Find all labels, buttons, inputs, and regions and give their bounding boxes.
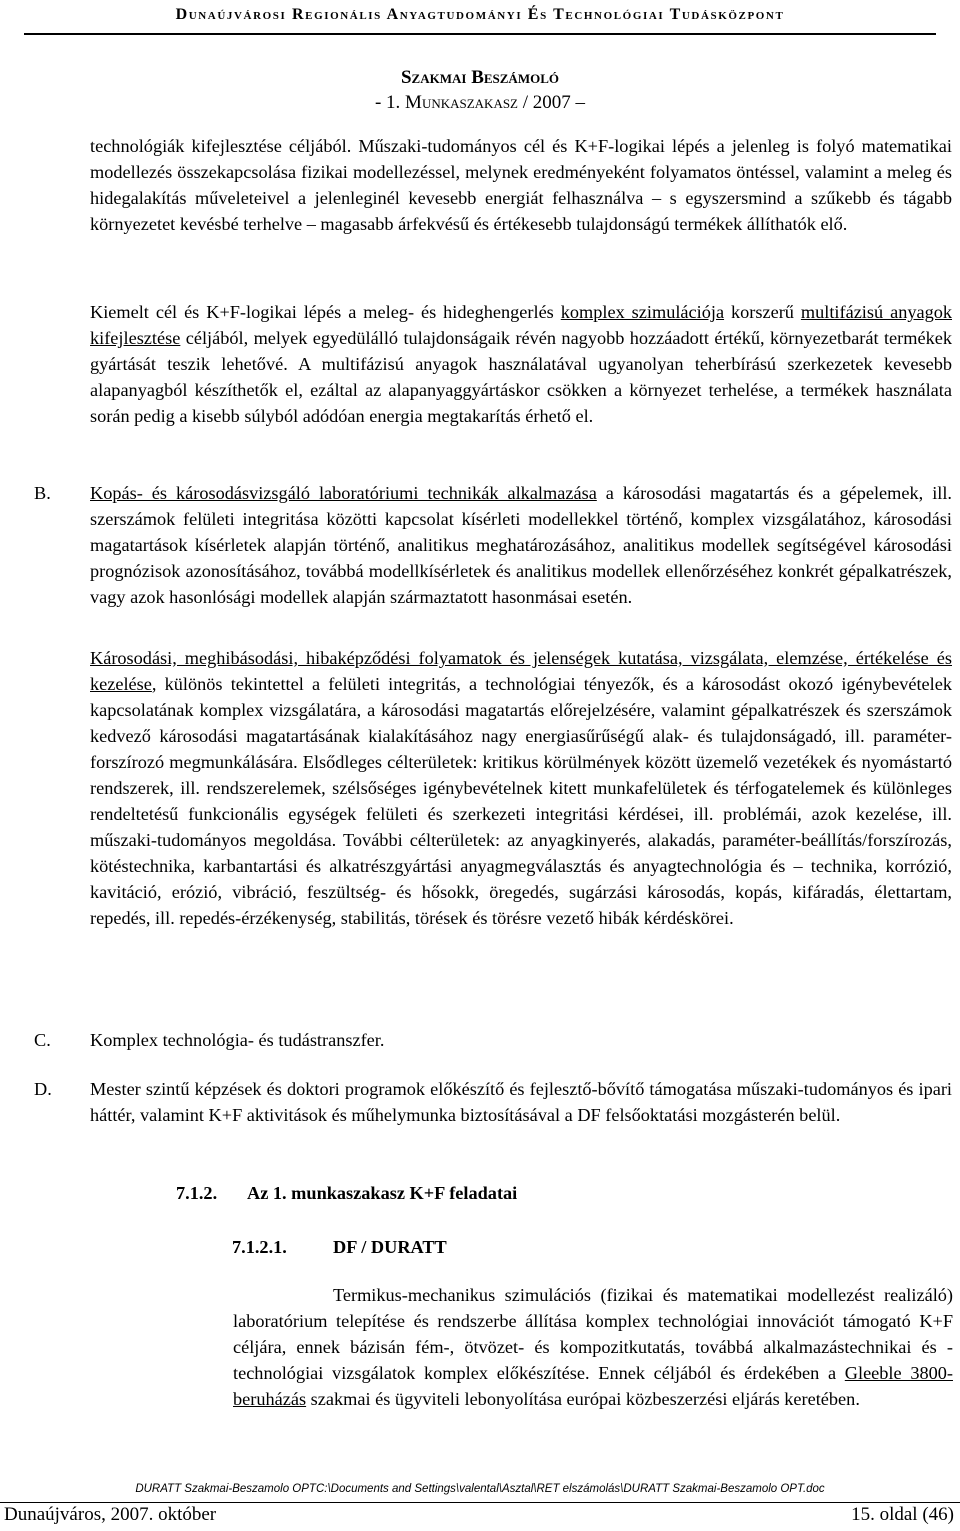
paragraph-education: Mester szintű képzések és doktori programok előkészítő és fejlesztő-bővítő támogatása műszaki-tudományos és ipari háttér, valamint K+F aktivitások és műhelymunka biztosításával a DF felsőoktatási mozgásterén belül. [90, 1079, 952, 1125]
text-segment: , különös tekintettel a felületi integritás, a technológiai tényezők, és a károsodást okozó igénybevételek kapcsolatának komplex vizsgálatára, a károsodási magatartás előrejelzésére, valamint gépalkatrészek és szerszámok kedvező károsodási magatartásának kialakításához nagy energiasűrűségű alak- és tulajdonságadó, ill. paraméter-forszírozó megmunkálására. Elsődleges célterületek: kritikus körülmények között üzemelő vezetékek és nyomástartó rendszerek, ill. rendszerelemek, szélsőséges igénybevételnek kitett munkafelületek és térfogatelemek és különleges rendeltetésű funkcionális egységek felületi és szerkezeti integritási kérdései, ill. problémái, azok kezelése, ill. műszaki-tudományos megoldása. További célterületek: az anyagkinyerés, alakadás, paraméter-beállítás/forszírozás, kötéstechnika, karbantartási és alkatrészgyártási anyagmegválasztás és anyagtechnológia és – technika, korrózió, kavitáció, erózió, vibráció, feszültség- és hősokk, öregedés, sugárzási károsodás, kopás, kifáradás, élettartam, repedés, ill. repedés-érzékenység, stabilitás, törések és törésre vezető hibák kérdéskörei. [90, 674, 952, 928]
footer-rule [0, 1502, 960, 1503]
paragraph-wear-testing [90, 480, 952, 610]
document-path: DURATT Szakmai-Beszamolo OPTC:\Documents and Settings\valental\Asztal\RET elszámolás\DURATT Szakmai-Beszamolo OPT.doc [135, 1483, 825, 1495]
heading-number: 7.1.2. [176, 1183, 218, 1203]
subheading-number: 7.1.2.1. [232, 1237, 287, 1257]
underlined-phrase: Károsodási, meghibásodási, hibaképződési folyamatok és jelenségek kutatása, vizsgálata, elemzése, értékelése és kezelése [90, 648, 952, 694]
subheading-title: DF / DURATT [333, 1237, 447, 1257]
paragraph-multiphase [90, 299, 952, 429]
list-label-d: D. [34, 1079, 52, 1099]
paragraph-transfer: Komplex technológia- és tudástranszfer. [90, 1030, 385, 1050]
institution-header: Dunaújvárosi Regionális Anyagtudományi És Technológiai Tudásközpont [175, 6, 785, 23]
text-segment: Termikus-mechanikus szimulációs (fizikai és matematikai modellezést realizáló) laboratórium telepítése és rendszerbe állítása komplex technológiai innovációt támogató K+F céljára, ennek bázisán fém-, ötvözet- és kompozitkutatás, továbbá alkalmazástechnikai és -technológiai vizsgálatok komplex előkészítése. Ennek céljából és érdekében a [233, 1285, 953, 1383]
paragraph-gleeble [233, 1282, 953, 1412]
list-label-c: C. [34, 1030, 51, 1050]
text-segment: szakmai és ügyviteli lebonyolítása európai közbeszerzési eljárás keretében. [306, 1389, 860, 1409]
heading-title: Az 1. munkaszakasz K+F feladatai [247, 1183, 518, 1203]
underlined-phrase: multifázisú anyagok kifejlesztése [90, 302, 953, 348]
paragraph-damage-processes [90, 645, 952, 931]
footer-page-number: 15. oldal (46) [851, 1504, 954, 1525]
underlined-phrase: Gleeble 3800-beruházás [233, 1363, 953, 1409]
text-segment: a károsodási magatartás és a gépelemek, ill. szerszámok felületi integritása közötti kapcsolat kísérleti modellekkel történő, komplex vizsgálatához, károsodási magatartások kísérletek alapján történő, analitikus meghatározásához, analitikus modellek segítségével károsodási prognózisok azonosításához, továbbá modellkísérletek és analitikus modellek ellenőrzéséhez konkrét gépalkatrészek, vagy azok hasonlósági modellek alapján származtatott hasonmásai esetén. [90, 483, 952, 607]
paragraph-intro: technológiák kifejlesztése céljából. Műszaki-tudományos cél és K+F-logikai lépés a jelenleg is folyó matematikai modellezés összekapcsolása fizikai modellezéssel, melynek eredményeként folyamatos öntéssel, valamint a meleg és hidegalakítás műveleteivel a jelenleginél kevesebb energiát felhasználva – s egyszersmind a szűkebb és tágabb környezetet kevésbé terhelve – magasabb árfekvésű és értékesebb tulajdonságú termékek állíthatók elő. [90, 136, 952, 234]
footer-place-date: Dunaújváros, 2007. október [4, 1504, 217, 1525]
underlined-phrase: Kopás- és károsodásvizsgáló laboratóriumi technikák alkalmazása [90, 483, 597, 503]
report-title: Szakmai Beszámoló [400, 67, 559, 88]
text-segment: korszerű [724, 302, 801, 322]
underlined-phrase: komplex szimulációja [560, 302, 725, 322]
list-label-b: B. [34, 483, 51, 503]
header-rule [24, 33, 936, 35]
text-segment: céljából, melyek egyedülálló tulajdonságaik révén nagyobb hozzáadott értékű, környezetbarát termékek gyártását teszik lehetővé. A multifázisú anyagok használatával ugyanolyan teherbírású szerkezetek kevesebb alapanyagból készíthetők el, ezáltal az alapanyaggyártáskor csökken a környezet terhelése, a termékek használata során pedig a kisebb súlyból adódóan energia megtakarítás érhető el. [90, 328, 952, 426]
report-subtitle: - 1. Munkaszakasz / 2007 – [374, 92, 586, 113]
text-segment: Kiemelt cél és K+F-logikai lépés a meleg- és hideghengerlés [90, 302, 561, 322]
